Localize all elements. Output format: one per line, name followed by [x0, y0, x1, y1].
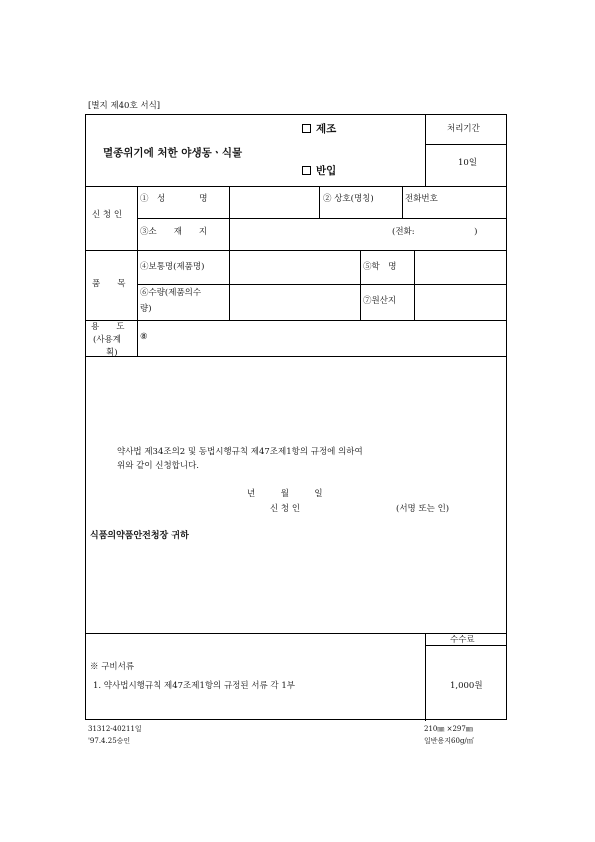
common-name-label: ④보통명(제품명): [140, 262, 205, 272]
usage-label: 용 도: [91, 322, 125, 332]
manufacture-checkbox[interactable]: [302, 124, 311, 133]
signer-field[interactable]: [310, 500, 390, 516]
recipient: 식품의약품안전청장 귀하: [90, 531, 189, 541]
footer-approval: '97.4.25승인: [88, 737, 131, 745]
origin-field[interactable]: [416, 286, 506, 318]
usage-label-2: (사용계: [93, 335, 121, 345]
import-option[interactable]: 반입: [302, 166, 336, 177]
applicant-section-label: 신 청 인: [92, 210, 123, 220]
name-field[interactable]: [232, 186, 317, 216]
usage-label-3: 획): [106, 348, 118, 358]
usage-number: ⑧: [140, 332, 148, 342]
documents-item-1: 1. 약사법시행규칙 제47조제1항의 규정된 서류 각 1부: [93, 681, 295, 691]
scientific-name-field[interactable]: [416, 251, 506, 283]
date-line: 년 월 일: [247, 489, 323, 499]
period-value: 10일: [458, 158, 478, 168]
signer-label: 신 청 인: [270, 504, 301, 514]
footer-code: 31312-40211일: [88, 725, 142, 733]
period-label: 처리기간: [447, 124, 480, 134]
item-section-label: 품 목: [92, 279, 126, 289]
usage-field[interactable]: [152, 322, 502, 352]
import-checkbox[interactable]: [302, 166, 311, 175]
statement-line-2: 위와 같이 신청합니다.: [117, 461, 200, 471]
manufacture-option[interactable]: 제조: [302, 124, 336, 135]
fee-value: 1,000원: [450, 681, 483, 691]
address-field[interactable]: [232, 218, 392, 248]
quantity-field[interactable]: [232, 286, 360, 318]
documents-heading: ※ 구비서류: [90, 662, 135, 672]
fee-label: 수수료: [450, 635, 475, 645]
footer-size: 210㎜ ×297㎜: [424, 725, 473, 733]
sign-label: (서명 또는 인): [396, 504, 450, 514]
company-label: ② 상호(명칭): [323, 194, 374, 204]
quantity-label-2: 량): [140, 304, 152, 314]
statement-line-1: 약사법 제34조의2 및 동법시행규칙 제47조제1항의 규정에 의하여: [117, 447, 363, 457]
common-name-field[interactable]: [232, 251, 360, 283]
address-phone: (전화: ): [392, 227, 478, 237]
quantity-label-1: ⑥수량(제품의수: [140, 288, 202, 298]
name-label: ① 성 명: [140, 194, 208, 204]
phone-label: 전화번호: [405, 194, 438, 204]
origin-label: ⑦원산지: [363, 296, 397, 306]
footer-paper: 일반용지60g/㎡: [424, 737, 474, 745]
address-label: ③소 재 지: [140, 227, 208, 237]
form-number: [별지 제40호 서식]: [88, 101, 161, 111]
form-title: 멸종위기에 처한 야생동ㆍ식물: [103, 147, 243, 159]
scientific-name-label: ⑤학 명: [363, 262, 397, 272]
